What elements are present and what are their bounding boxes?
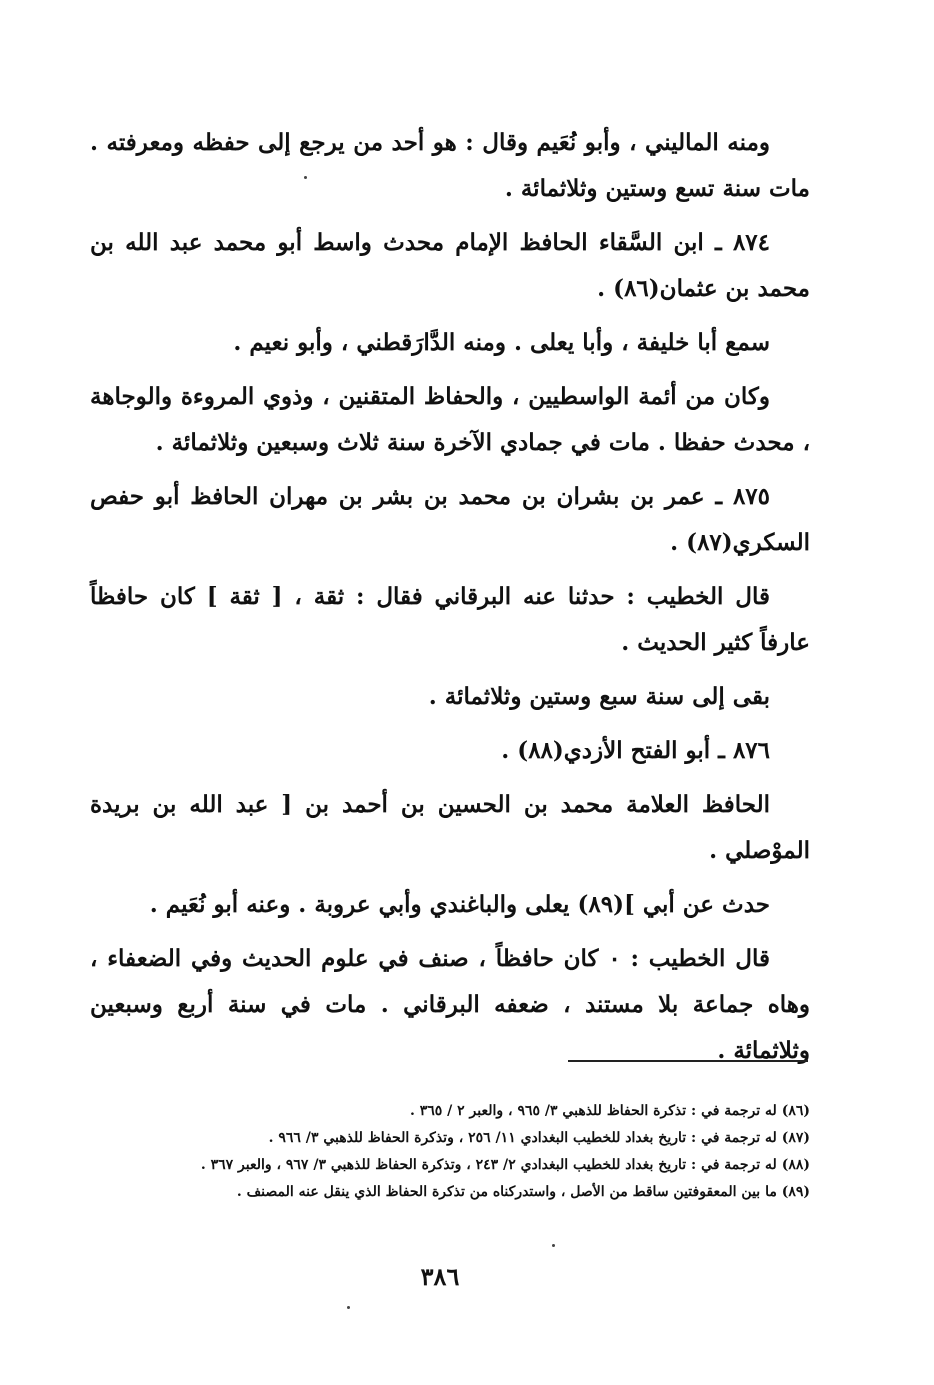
- paragraph-10: حدث عن أبي ](٨٩) يعلى والباغندي وأبي عروبة . وعنه أبو نُعَيم .: [149, 891, 770, 918]
- footnote-86: (٨٦) له ترجمة في : تذكرة الحفاظ للذهبي ٣/ ٩٦٥ ، والعبر ٢ / ٣٦٥ .: [409, 1103, 810, 1119]
- paragraph-3: سمع أبا خليفة ، وأبا يعلى . ومنه الدَّارَقطني ، وأبو نعيم .: [233, 329, 770, 356]
- scan-speck: [347, 1306, 350, 1309]
- footnote-89: (٨٩) ما بين المعقوفتين ساقط من الأصل ، واستدركناه من تذكرة الحفاظ الذي ينقل عنه المصنف .: [236, 1184, 810, 1200]
- entry-874-heading: ٨٧٤ ـ ابن السَّقاء الحافظ الإمام محدث واسط أبو محمد عبد الله بن محمد بن عثمان(٨٦) .: [90, 229, 810, 302]
- paragraph-1: ومنه الماليني ، وأبو نُعَيم وقال : هو أحد من يرجع إلى حفظه ومعرفته . مات سنة تسع وستين وثلاثمائة .: [90, 129, 810, 202]
- paragraph-4: وكان من أئمة الواسطيين ، والحفاظ المتقنين ، وذوي المروءة والوجاهة ، محدث حفظا . مات في جمادي الآخرة سنة ثلاث وسبعين وثلاثمائة .: [90, 383, 810, 456]
- entry-875-heading: ٨٧٥ ـ عمر بن بشران بن محمد بن بشر بن مهران الحافظ أبو حفص السكري(٨٧) .: [90, 483, 810, 556]
- entry-876-heading: ٨٧٦ ـ أبو الفتح الأزدي(٨٨) .: [501, 737, 770, 764]
- footnote-87: (٨٧) له ترجمة في : تاريخ بغداد للخطيب البغدادي ١١/ ٢٥٦ ، وتذكرة الحفاظ للذهبي ٣/ ٩٦٦ .: [268, 1130, 810, 1146]
- footnote-divider: [568, 1060, 808, 1062]
- paragraph-9: الحافظ العلامة محمد بن الحسين بن أحمد بن [ عبد الله بن بريدة الموْصلي .: [90, 791, 810, 864]
- paragraph-7: بقى إلى سنة سبع وستين وثلاثمائة .: [428, 683, 770, 710]
- footnote-88: (٨٨) له ترجمة في : تاريخ بغداد للخطيب البغدادي ٢/ ٢٤٣ ، وتذكرة الحفاظ للذهبي ٣/ ٩٦٧ ، والعبر ٣٦٧ .: [200, 1157, 810, 1173]
- page-number: ٣٨٦: [420, 1262, 460, 1291]
- footnotes: [150, 1098, 810, 1206]
- scan-speck: [304, 176, 307, 179]
- main-text: [90, 120, 810, 1082]
- scan-speck: [552, 1244, 555, 1247]
- paragraph-11: قال الخطيب : ٠ كان حافظاً ، صنف في علوم الحديث وفي الضعفاء ، وهاه جماعة بلا مستند ، ضعفه البرقاني . مات في سنة أربع وسبعين وثلاثمائة .: [90, 945, 810, 1064]
- paragraph-6: قال الخطيب : حدثنا عنه البرقاني فقال : ثقة ، [ ثقة ] كان حافظاً عارفاً كثير الحديث .: [90, 583, 810, 656]
